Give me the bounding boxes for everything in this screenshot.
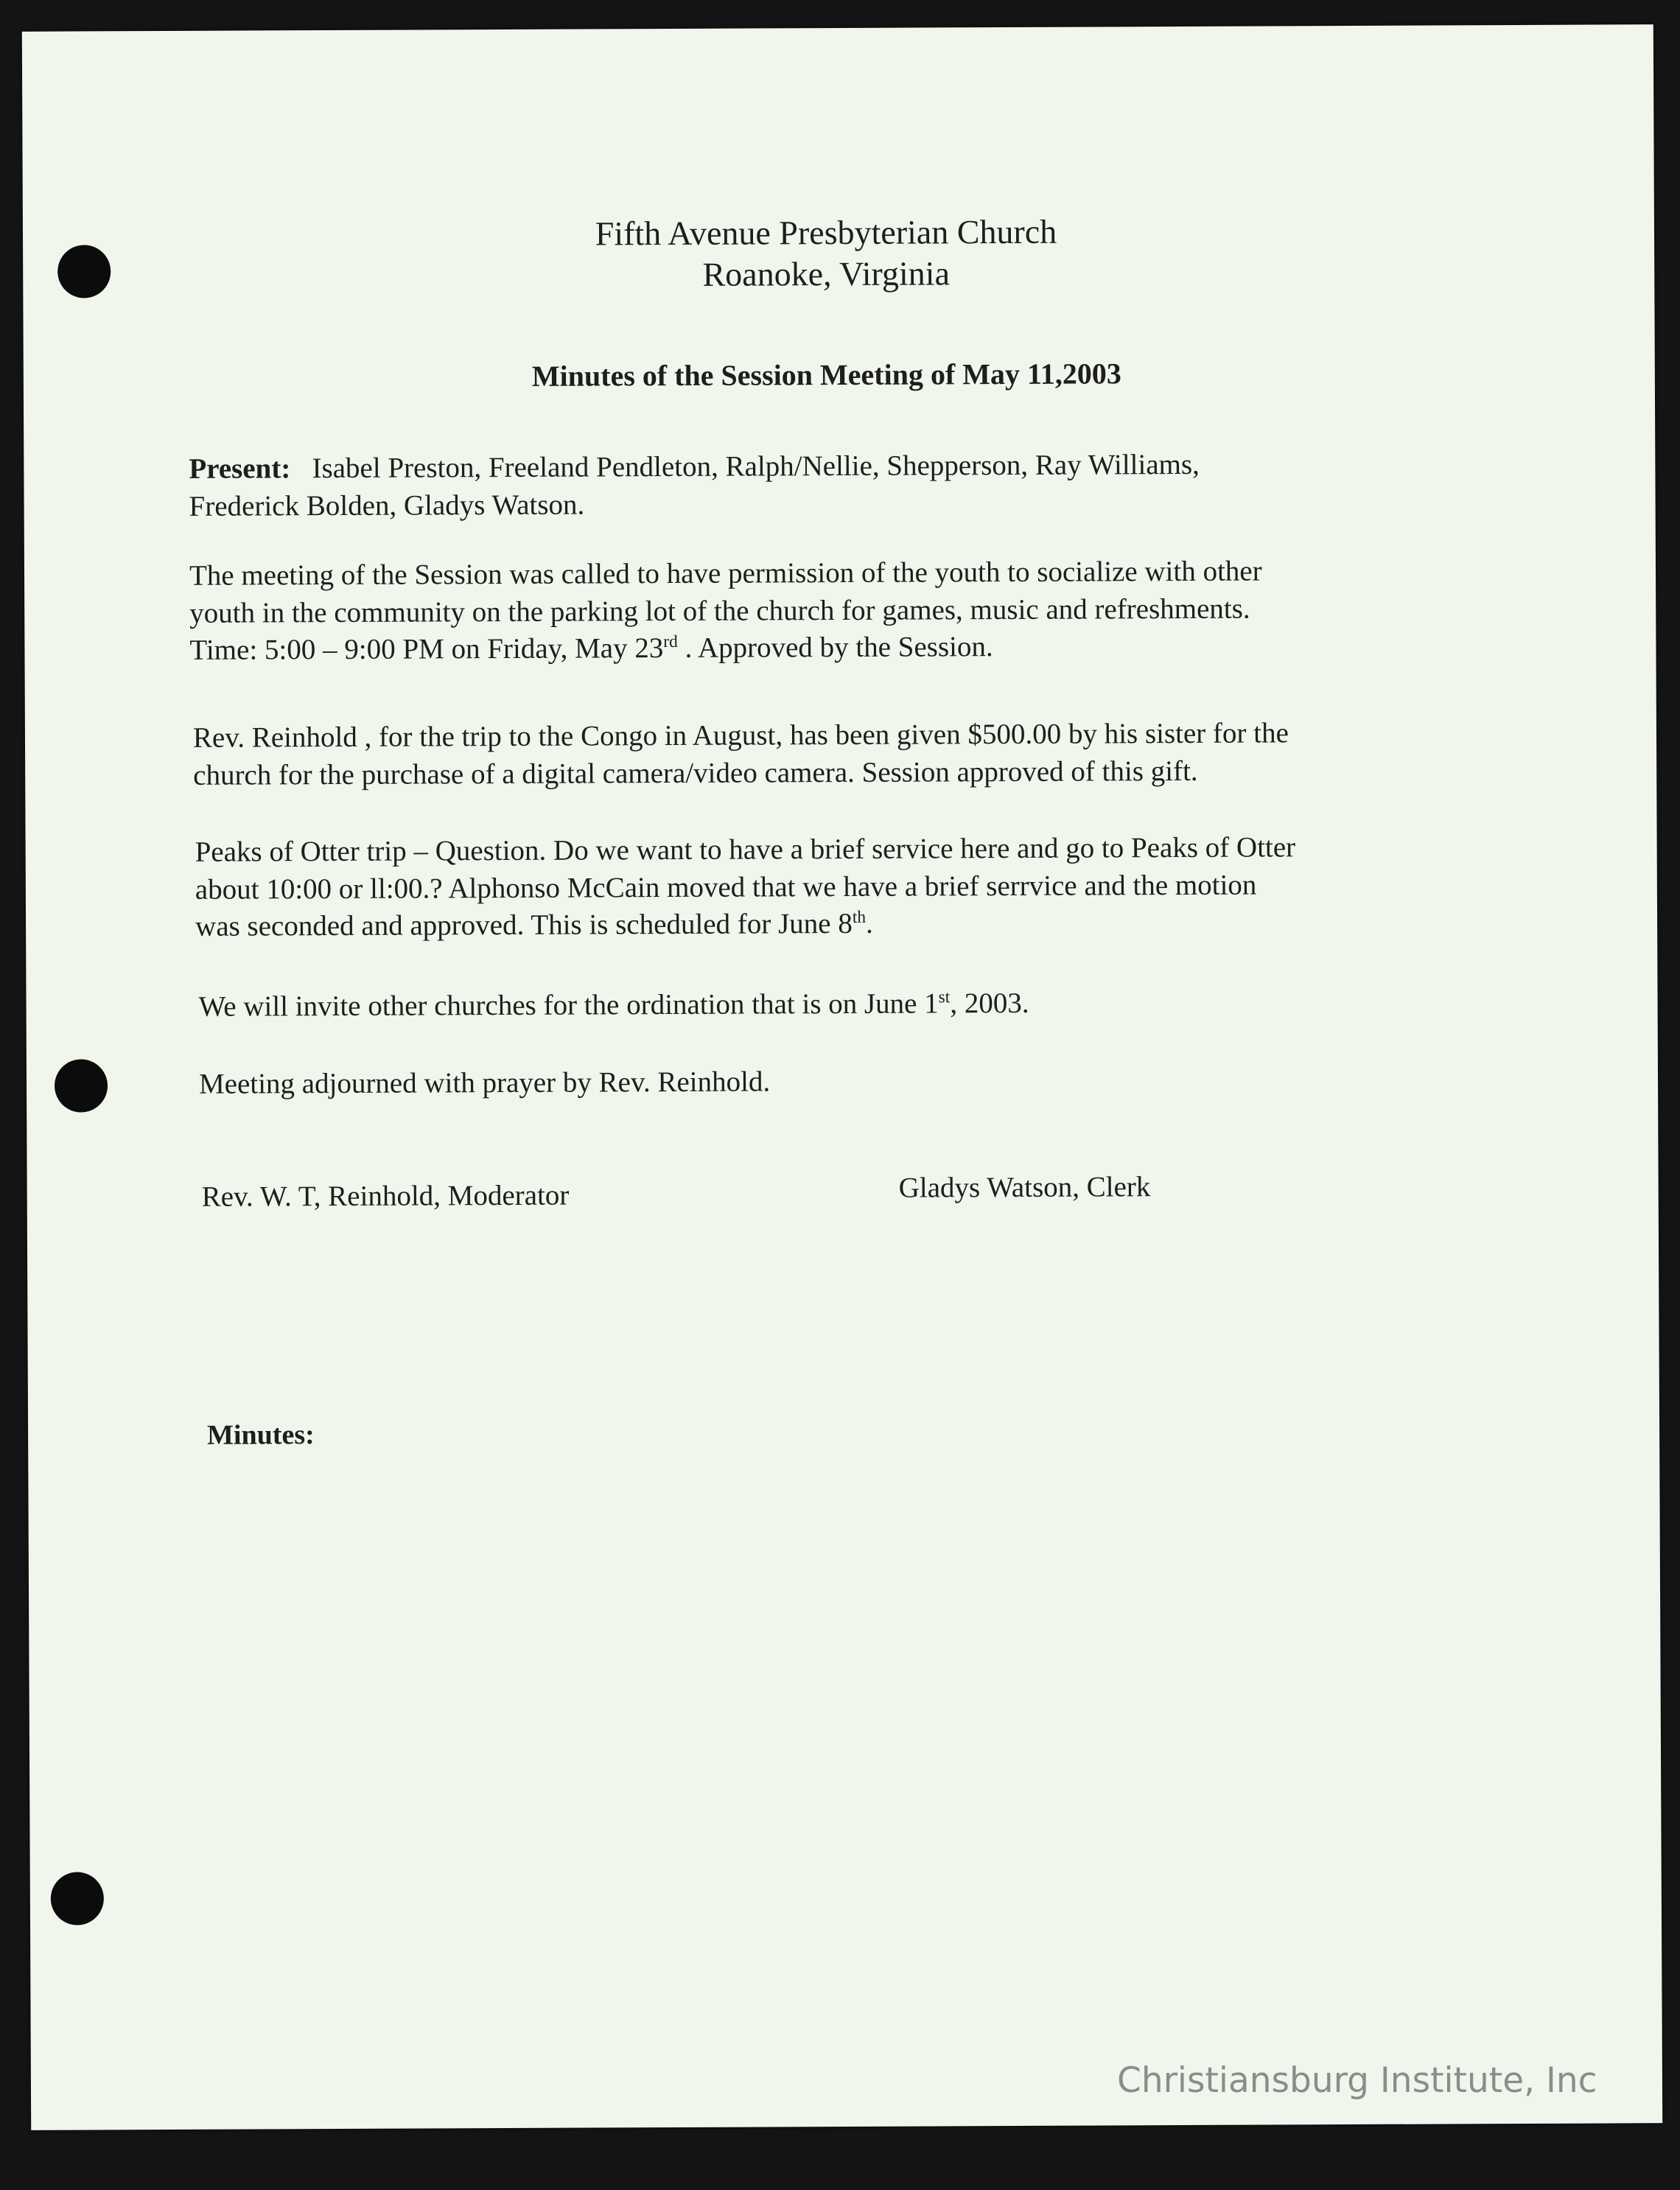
punch-hole-bottom <box>51 1872 104 1925</box>
paragraph3-line3-text: was seconded and approved. This is scheduled for June 8 <box>195 908 853 943</box>
paragraph4-end: , 2003. <box>950 987 1029 1020</box>
paragraph-youth-meeting <box>189 553 1262 670</box>
present-label: Present: <box>189 452 291 485</box>
church-name: Fifth Avenue Presbyterian Church <box>595 212 1057 253</box>
paragraph1-line1: The meeting of the Session was called to have permission of the youth to socialize with other <box>189 555 1262 592</box>
paragraph1-line3-sup: rd <box>663 632 678 652</box>
present-names-2: Frederick Bolden, Gladys Watson. <box>189 489 585 522</box>
paragraph4-text: We will invite other churches for the ordination that is on June 1 <box>198 987 939 1023</box>
paragraph3-line1: Peaks of Otter trip – Question. Do we want to have a brief service here and go to Peaks of Otter <box>195 831 1296 868</box>
paragraph1-line3 <box>189 628 1262 670</box>
present-line-1 <box>189 447 1200 489</box>
paragraph4-sup: st <box>938 987 951 1007</box>
moderator-signature: Rev. W. T, Reinhold, Moderator <box>201 1179 570 1213</box>
present-names-1: Isabel Preston, Freeland Pendleton, Ralph/Nellie, Shepperson, Ray Williams, <box>312 448 1200 485</box>
watermark: Christiansburg Institute, Inc <box>1117 2060 1597 2101</box>
minutes-label: Minutes: <box>207 1419 315 1451</box>
paragraph1-line3-end: . Approved by the Session. <box>677 631 993 665</box>
paragraph-congo-trip <box>193 715 1289 794</box>
paragraph-ordination <box>198 985 1029 1026</box>
church-location: Roanoke, Virginia <box>702 254 951 293</box>
document-page <box>22 24 1662 2130</box>
letterhead <box>487 211 1165 296</box>
paragraph3-line3-sup: th <box>852 908 867 928</box>
paragraph2-line1: Rev. Reinhold , for the trip to the Congo in August, has been given $500.00 by his sister for the <box>192 717 1289 754</box>
clerk-signature: Gladys Watson, Clerk <box>898 1171 1151 1204</box>
paragraph-adjourned: Meeting adjourned with prayer by Rev. Reinhold. <box>198 1066 771 1100</box>
paragraph3-line3 <box>195 904 1296 946</box>
paragraph4-line <box>198 985 1029 1026</box>
document-title: Minutes of the Session Meeting of May 11,2003 <box>531 357 1121 393</box>
paragraph2-line2: church for the purchase of a digital camera/video camera. Session approved of this gift. <box>193 755 1198 791</box>
paragraph-peaks-of-otter <box>195 829 1296 946</box>
paragraph3-line2: about 10:00 or ll:00.? Alphonso McCain moved that we have a brief serrvice and the motion <box>195 869 1257 906</box>
present-section <box>189 447 1200 525</box>
punch-hole-top <box>57 245 111 298</box>
paragraph3-line3-end: . <box>865 908 873 940</box>
paragraph1-line3-text: Time: 5:00 – 9:00 PM on Friday, May 23 <box>189 632 664 667</box>
punch-hole-middle <box>55 1059 108 1112</box>
paragraph1-line2: youth in the community on the parking lot of the church for games, music and refreshments. <box>189 592 1250 629</box>
